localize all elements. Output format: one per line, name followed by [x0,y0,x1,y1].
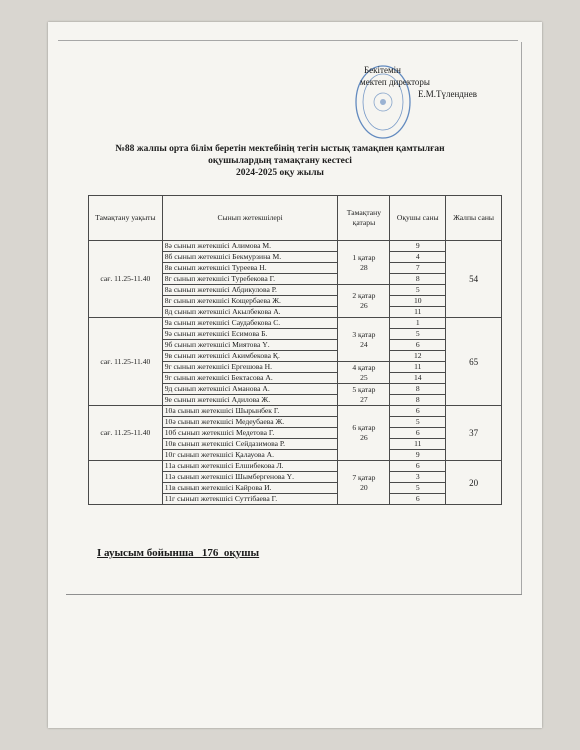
approval-line-2: мектеп директоры [360,77,430,87]
table-row-label: 1 қатар [352,252,376,262]
class-teacher-cell: 9г сынып жетекшісі Бектасова А. [162,373,338,384]
table-row-number: 20 [360,482,368,492]
meal-schedule-table [88,195,502,505]
table-row-label: 5 қатар [352,384,376,394]
table-row-number: 26 [360,301,368,310]
title-line-2: оқушылардың тамақтану кестесі [208,156,352,166]
table-row-cell [338,461,390,505]
student-count-cell: 6 [390,340,446,351]
meal-time-cell: сағ. 11.25-11.40 [89,241,163,318]
group-total-cell: 54 [446,241,502,318]
title-line-1: №88 жалпы орта білім беретін мектебінің тегін ыстық тамақпен қамтылған [115,144,445,154]
shift-summary: I ауысым бойынша 176 оқушы [97,547,260,559]
student-count-cell: 7 [390,263,446,274]
meal-time-cell: сағ. 11.25-11.40 [89,318,163,406]
class-teacher-cell: 8а сынып жетекшісі Абдикулова Р. [162,285,338,296]
group-total-cell: 37 [446,406,502,461]
student-count-cell: 11 [390,439,446,450]
class-teacher-cell: 10ә сынып жетекшісі Медеубаева Ж. [162,417,338,428]
header-total: Жалпы саны [446,196,502,241]
student-count-cell: 9 [390,450,446,461]
student-count-cell: 4 [390,252,446,263]
class-teacher-cell: 8д сынып жетекшісі Акылбекова А. [162,307,338,318]
title-line-3: 2024-2025 оқу жылы [236,168,324,178]
class-teacher-cell: 8ә сынып жетекшісі Алимова М. [162,241,338,252]
table-row-cell [338,318,390,362]
class-teacher-cell: 9в сынып жетекшісі Акимбекова Қ. [162,351,338,362]
header-students: Оқушы саны [390,196,446,241]
table-row-label: 3 қатар [352,329,376,339]
class-teacher-cell: 8г сынып жетекшісі Туребекова Г. [162,274,338,285]
table-row-cell [338,384,390,406]
student-count-cell: 9 [390,241,446,252]
table-row-cell [338,285,390,318]
table-row-cell [338,406,390,461]
class-teacher-cell: 10в сынып жетекшісі Сейдазимова Р. [162,439,338,450]
student-count-cell: 11 [390,307,446,318]
table-header-row [89,196,502,241]
class-teacher-cell: 11а сынып жетекшісі Елшибекова Л. [162,461,338,472]
header-time: Тамақтану уақыты [89,196,163,241]
class-teacher-cell: 9а сынып жетекшісі Саудабекова С. [162,318,338,329]
table-row-number: 24 [360,339,368,349]
bottom-border-line [66,594,522,595]
student-count-cell: 5 [390,285,446,296]
header-table-row: Тамақтану қатары [338,196,390,241]
table-row-number: 28 [360,262,368,272]
table-row-label: 2 қатар [352,291,376,300]
class-teacher-cell: 11ә сынып жетекшісі Шымбергенова Ү. [162,472,338,483]
class-teacher-cell: 8г сынып жетекшісі Кощербаева Ж. [162,296,338,307]
table-row-cell [338,362,390,384]
class-teacher-cell: 11в сынып жетекшісі Кайрова И. [162,483,338,494]
student-count-cell: 5 [390,417,446,428]
right-border-line [521,42,522,594]
table-row-number: 26 [360,433,368,442]
student-count-cell: 5 [390,483,446,494]
meal-time-cell [89,461,163,505]
group-total-cell: 20 [446,461,502,505]
class-teacher-cell: 10а сынып жетекшісі Шырынбек Г. [162,406,338,417]
student-count-cell: 10 [390,296,446,307]
table-row-label: 7 қатар [352,472,376,482]
table-row [89,406,502,417]
group-total-cell: 65 [446,318,502,406]
student-count-cell: 6 [390,461,446,472]
document-title [90,143,470,179]
class-teacher-cell: 8б сынып жетекшісі Бекмурзина М. [162,252,338,263]
student-count-cell: 6 [390,428,446,439]
student-count-cell: 12 [390,351,446,362]
director-signature-name: Е.М.Түленднев [418,89,477,99]
header-teachers: Сынып жетекшілері [162,196,338,241]
table-row [89,318,502,329]
student-count-cell: 8 [390,395,446,406]
student-count-cell: 3 [390,472,446,483]
table-body [89,241,502,505]
top-border-line [58,40,518,41]
class-teacher-cell: 10б сынып жетекшісі Медетова Г. [162,428,338,439]
class-teacher-cell: 8в сынып жетекшісі Туреева Н. [162,263,338,274]
table-row [89,241,502,252]
approval-line-1: Бекітемін [364,65,401,75]
table-row-cell [338,241,390,285]
student-count-cell: 8 [390,274,446,285]
student-count-cell: 5 [390,329,446,340]
table-row-label: 6 қатар [352,423,376,432]
student-count-cell: 1 [390,318,446,329]
class-teacher-cell: 9г сынып жетекшісі Ергешова Н. [162,362,338,373]
table-row-number: 25 [360,372,368,382]
class-teacher-cell: 11г сынып жетекшісі Суттібаева Г. [162,494,338,505]
class-teacher-cell: 9б сынып жетекшісі Миятова Ү. [162,340,338,351]
table-row [89,461,502,472]
student-count-cell: 11 [390,362,446,373]
meal-time-cell: сағ. 11.25-11.40 [89,406,163,461]
class-teacher-cell: 9д сынып жетекшісі Аманова А. [162,384,338,395]
student-count-cell: 8 [390,384,446,395]
approval-block [360,64,477,100]
student-count-cell: 6 [390,494,446,505]
student-count-cell: 14 [390,373,446,384]
student-count-cell: 6 [390,406,446,417]
class-teacher-cell: 9ә сынып жетекшісі Есимова Б. [162,329,338,340]
table-row-number: 27 [360,394,368,404]
class-teacher-cell: 9е сынып жетекшісі Адилова Ж. [162,395,338,406]
table-row-label: 4 қатар [352,362,376,372]
class-teacher-cell: 10г сынып жетекшісі Қалауова А. [162,450,338,461]
